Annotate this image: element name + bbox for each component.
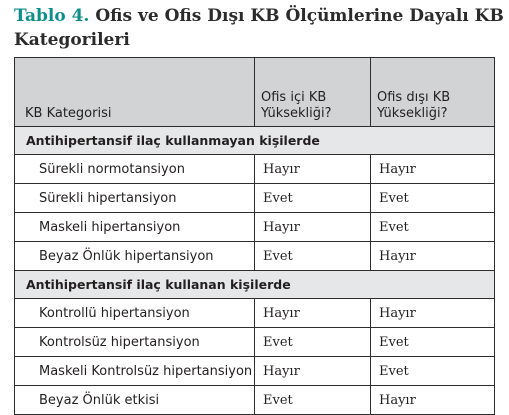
office-cell: Hayır <box>255 213 371 242</box>
header-out-of-office: Ofis dışı KB Yüksekliği? <box>371 58 495 127</box>
out-of-office-cell: Evet <box>371 213 495 242</box>
table-number: Tablo 4. <box>14 6 90 26</box>
category-cell: Beyaz Önlük etkisi <box>15 386 255 415</box>
office-cell: Hayır <box>255 299 371 328</box>
table-title: Ofis ve Ofis Dışı KB Ölçümlerine Dayalı KB Kategorileri <box>14 6 504 50</box>
office-cell: Evet <box>255 242 371 271</box>
table-row <box>15 386 495 415</box>
header-row <box>15 58 495 127</box>
table-row <box>15 184 495 213</box>
category-cell: Beyaz Önlük hipertansiyon <box>15 242 255 271</box>
section-title: Antihipertansif ilaç kullanmayan kişilerde <box>15 127 495 155</box>
office-cell: Hayır <box>255 357 371 386</box>
section-row <box>15 127 495 155</box>
out-of-office-cell: Evet <box>371 357 495 386</box>
table-row <box>15 299 495 328</box>
table-row <box>15 155 495 184</box>
table-caption <box>14 4 504 52</box>
table-row <box>15 213 495 242</box>
section-row <box>15 271 495 299</box>
category-cell: Sürekli hipertansiyon <box>15 184 255 213</box>
out-of-office-cell: Hayır <box>371 242 495 271</box>
header-office: Ofis içi KB Yüksekliği? <box>255 58 371 127</box>
out-of-office-cell: Evet <box>371 328 495 357</box>
header-category: KB Kategorisi <box>15 58 255 127</box>
category-cell: Maskeli hipertansiyon <box>15 213 255 242</box>
category-cell: Kontrollü hipertansiyon <box>15 299 255 328</box>
category-cell: Sürekli normotansiyon <box>15 155 255 184</box>
category-cell: Kontrolsüz hipertansiyon <box>15 328 255 357</box>
table-row <box>15 357 495 386</box>
table-row <box>15 242 495 271</box>
office-cell: Hayır <box>255 155 371 184</box>
bp-category-table <box>14 57 495 415</box>
office-cell: Evet <box>255 184 371 213</box>
category-cell: Maskeli Kontrolsüz hipertansiyon <box>15 357 255 386</box>
out-of-office-cell: Hayır <box>371 299 495 328</box>
out-of-office-cell: Hayır <box>371 386 495 415</box>
out-of-office-cell: Hayır <box>371 155 495 184</box>
office-cell: Evet <box>255 386 371 415</box>
out-of-office-cell: Evet <box>371 184 495 213</box>
section-title: Antihipertansif ilaç kullanan kişilerde <box>15 271 495 299</box>
office-cell: Evet <box>255 328 371 357</box>
table-row <box>15 328 495 357</box>
